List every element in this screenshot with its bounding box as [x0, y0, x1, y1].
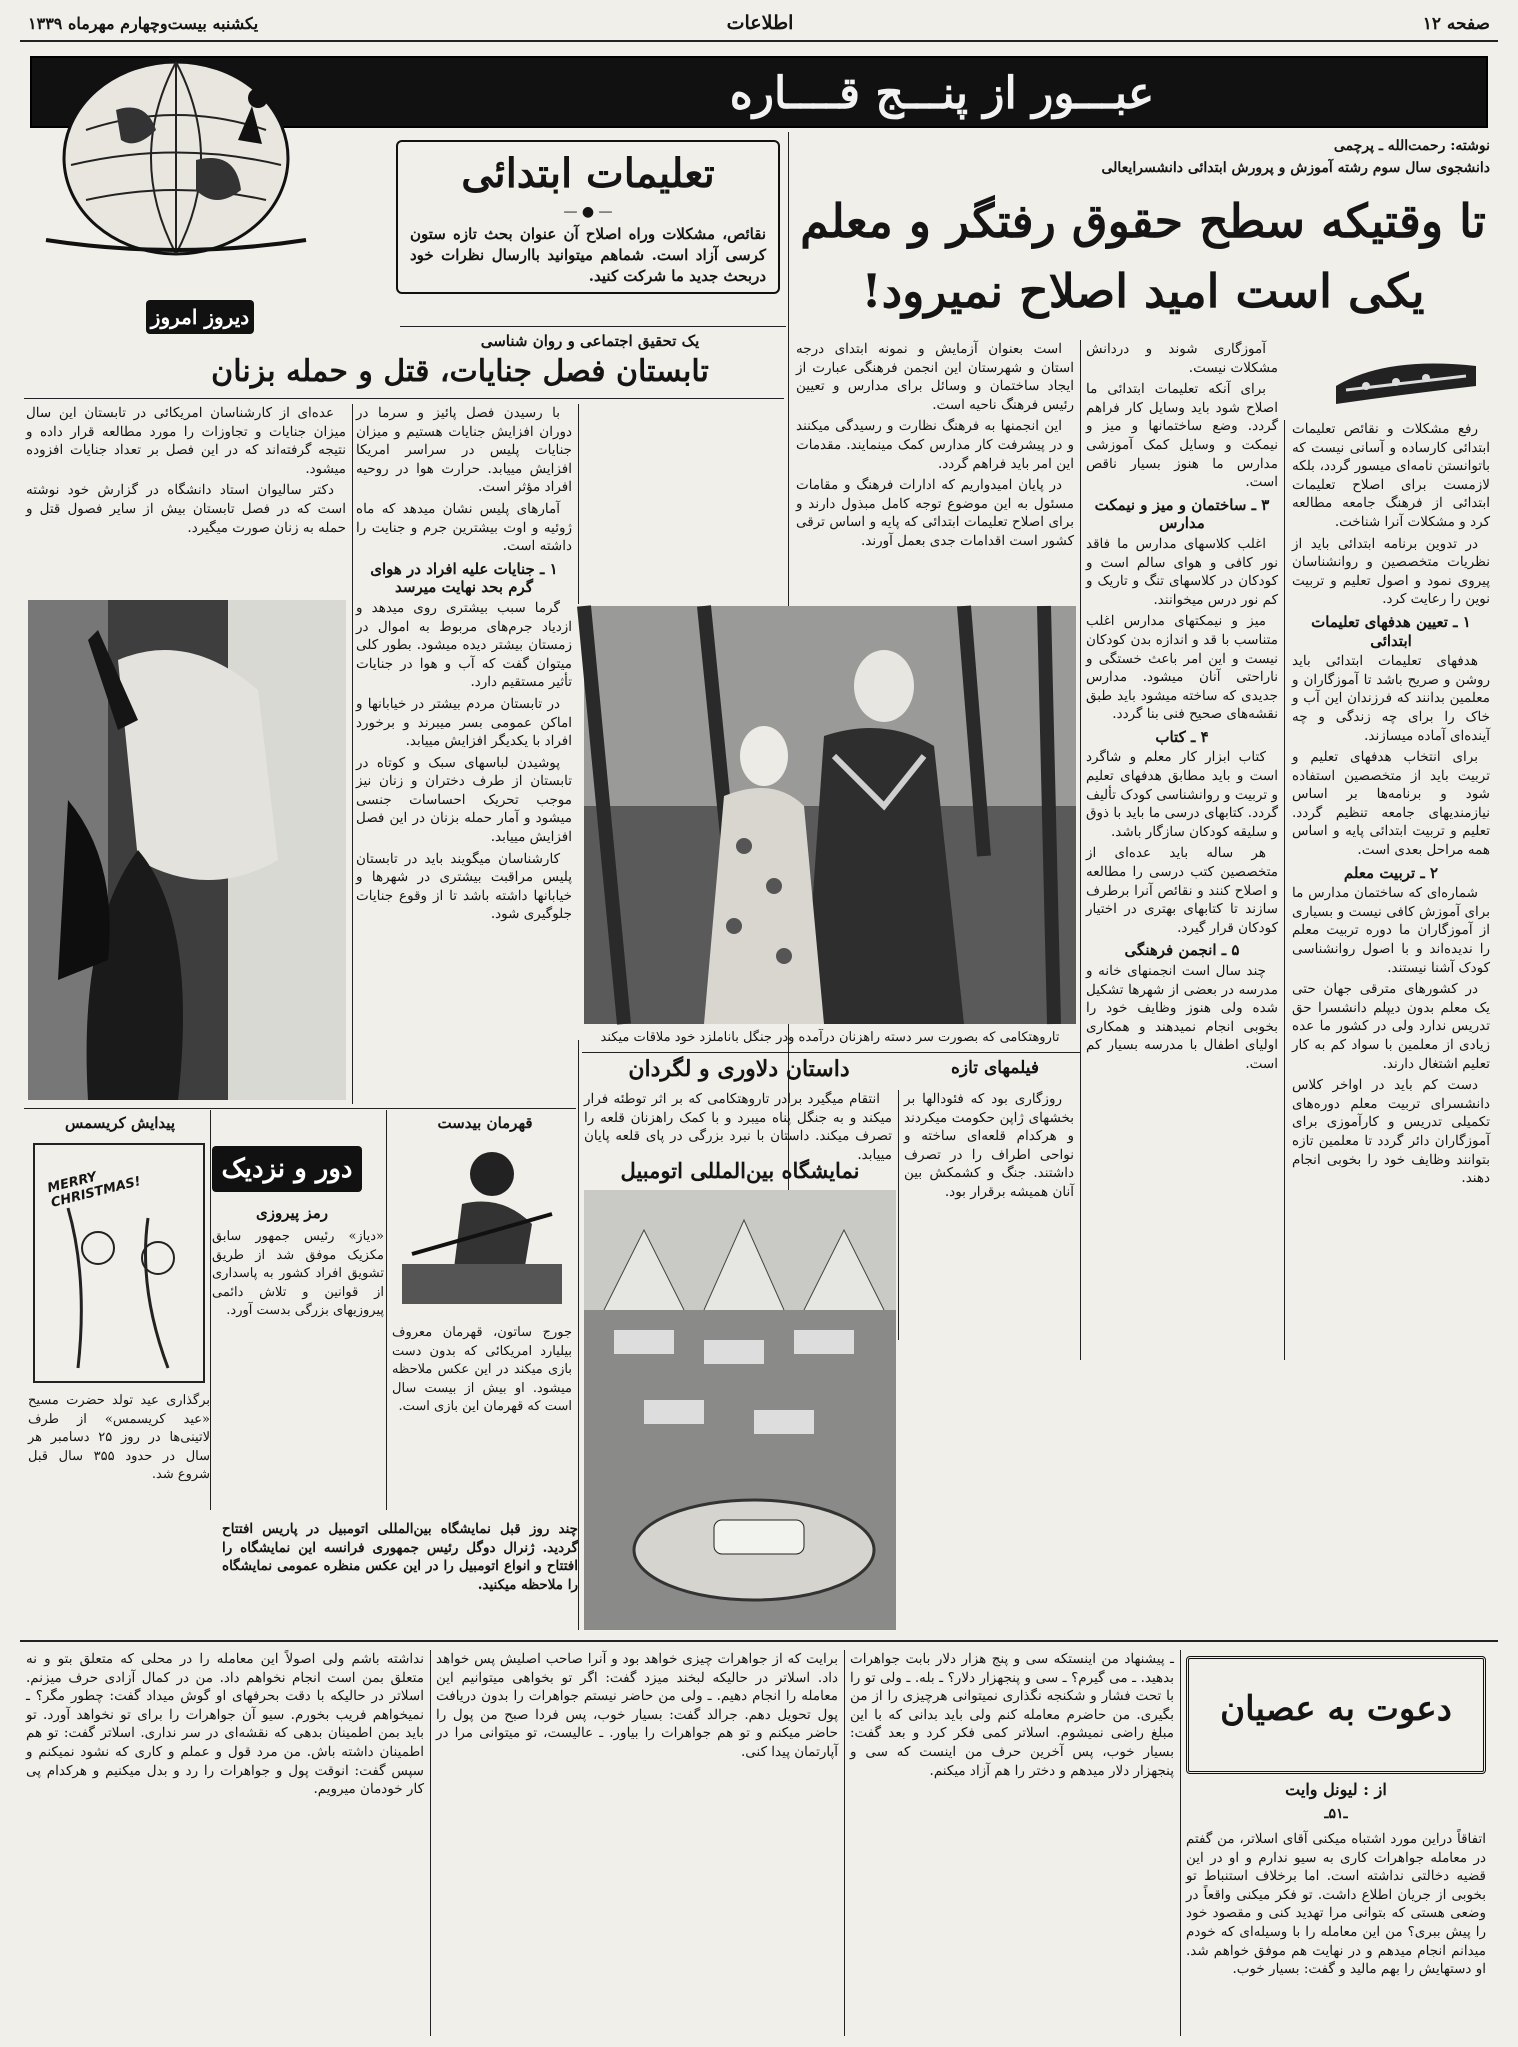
xmas-illustration — [28, 1138, 210, 1388]
durunazdik-label: دور و نزدیک — [212, 1146, 362, 1192]
globe-illustration — [26, 40, 326, 272]
rule — [430, 1650, 431, 2036]
films-label: فیلمهای تازه — [951, 1058, 1039, 1078]
films-column-2 — [584, 1090, 892, 1163]
auto-caption: چند روز قبل نمایشگاه بین‌المللی اتومبیل در پاریس افتتاح گردید. ژنرال دوگل رئیس جمهوری فرانسه این نمایشگاه را افتتاح و انواع اتومبیل را در این عکس منظره عمومی نمایشگاه را ملاحظه میکنید. — [222, 1521, 578, 1593]
films-column-1 — [904, 1090, 1074, 1340]
edu-intro: نقائص، مشکلات وراه اصلاح آن عنوان بحث تازه ستون کرسی آزاد است. شماهم میتوانید باارسال نظرات خود دربحث جدید ما شرکت کنید. — [410, 225, 766, 285]
paragraph: شماره‌ای که ساختمان مدارس ما برای آموزش کافی نیست و بسیاری از آموزگاران ما دوره تربیت معلم را ندیده‌اند و با اصول روانشناسی کودک آشنا نیستند. — [1292, 885, 1490, 976]
paragraph: میز و نیمکتهای مدارس اغلب متناسب با قد و اندازه بدن کودکان نیست و این امر باعث خستگی و ناراحتی آنان میشود. مدارس جدیدی که ساخته میشود باید طبق نقشه‌های صحیح فنی بنا گردد. — [1086, 613, 1278, 723]
paragraph: این انجمنها به فرهنگ نظارت و رسیدگی میکنند و در پیشرفت کار مدارس کمک مینمایند. مقدمات این امر باید فراهم گردد. — [796, 418, 1074, 472]
film-photo-caption: تاروهتکامی که بصورت سر دسته راهزنان درآمده ودر جنگل باناملزد خود ملاقات میکند — [600, 1030, 1060, 1045]
paragraph: در تدوین برنامه ابتدائی باید از نظریات متخصصین و روانشناسان پیروی نمود و اصول تعلیم و تربیت نوین را رعایت کرد. — [1292, 535, 1490, 608]
paragraph: روزگاری بود که فئودالها بر بخشهای ژاپن حکومت میکردند و هرکدام قلعه‌ای ساخته و نواحی اطراف را در تصرف داشتند. جنگ و کشمکش بین آنان همیشه برقرار بود. — [904, 1091, 1074, 1200]
paragraph: اغلب کلاسهای مدارس ما فاقد نور کافی و هوای سالم است و کودکان در کلاسهای تنگ و تاریک و کم نور درس میخوانند. — [1086, 535, 1278, 608]
edu-section-title: تعلیمات ابتدائی — [461, 150, 715, 197]
film-photo — [584, 606, 1076, 1024]
paragraph: پوشیدن لباسهای سبک و کوتاه در تابستان از طرف دختران و زنان نیز موجب تحریک احساسات جنسی میشود و آمار حمله بزنان در این فصل افزایش مییابد. — [356, 754, 572, 846]
xmas-text: برگذاری عید تولد حضرت مسیح «عید کریسمس» از طرف لاتینی‌ها در روز ۲۵ دسامبر هر سال در حدود ۳۵۵ سال قبل شروع شد. — [28, 1393, 210, 1483]
hero-illustration — [392, 1134, 572, 1318]
edu-column-3 — [796, 340, 1074, 598]
rule — [1180, 1650, 1181, 2036]
paper-name: اطلاعات — [726, 12, 794, 34]
hero-heading: قهرمان بیدست — [437, 1114, 533, 1132]
rule — [352, 404, 353, 1104]
edu-headline: تا وقتیکه سطح حقوق رفتگر و معلم یکی است امید اصلاح نمیرود! — [800, 194, 1486, 318]
edu-author-role: دانشجوی سال سوم رشته آموزش و پرورش ابتدائی دانشسرایعالی — [1101, 160, 1490, 176]
xmas-card-text: MERRY CHRISTMAS! — [46, 1169, 143, 1211]
paragraph: در کشورهای مترقی جهان حتی یک معلم بدون دیپلم دانشسرا حق تدریس ندارد ولی در کشور ما عده زیادی از معلمین با سواد کم به کار تعلیم اشتغال دارند. — [1292, 981, 1490, 1072]
subheading: ۵ ـ انجمن فرهنگی — [1124, 941, 1240, 960]
paragraph: برای انتخاب هدفهای تعلیم و تربیت باید از متخصصین استفاده شود و برنامه‌ها بر اساس نیازمندیهای جامعه تنظیم گردد. تعلیم و تربیت ابتدائی پایه و اساس همه مراحل بعدی است. — [1292, 749, 1490, 859]
subheading: ۳ ـ ساختمان و میز و نیمکت مدارس — [1094, 495, 1270, 533]
rule — [24, 1108, 576, 1109]
serial-author: از : لیونل وایت — [1285, 1780, 1387, 1799]
subheading: ۲ ـ تربیت معلم — [1343, 863, 1439, 882]
paragraph: کتاب ابزار کار معلم و شاگرد است و باید مطابق هدفهای تعلیم و تربیت و روانشناسی کودک تألیف گردد. کتابهای درسی ما باید با ذوق و سلیقه کودکان سازگار باشد. — [1086, 749, 1278, 840]
paragraph: هر ساله باید عده‌ای از متخصصین کتب درسی را مطالعه و اصلاح کنند و نقائص آنرا برطرف سازند تا کتابهای بهتری در اختیار کودکان قرار گیرد. — [1086, 845, 1278, 936]
pirozi-heading: رمز پیروزی — [256, 1204, 328, 1222]
paragraph: در تابستان مردم بیشتر در خیابانها و اماکن عمومی بسر میبرند و برخورد افراد با یکدیگر افزایش مییابد. — [356, 695, 572, 750]
diruz-subtitle: یک تحقیق اجتماعی و روان شناسی — [480, 332, 700, 350]
serial-episode: ـ۵۱ـ — [1324, 1806, 1348, 1822]
serial-column-2: ـ پیشنهاد من اینستکه سی و پنج هزار دلار بابت جواهرات بدهید. ـ می گیرم؟ ـ سی و پنجهزار دلار؟ ـ بله. ـ ولی تو را با تحت فشار و شکنجه نگذاری نمیتوانی هرچیزی را از من بگیری. من حاضرم معامله کنم ولی باید بدانی که با این مبلغ راضی نمیشوم. اسلاتر کمی فکر کرد و بعد گفت: بسیار خوب، پس آخرین حرف من اینست که سی و پنجهزار دلار میدهم و دختر را هم آزاد میکنم. — [850, 1651, 1174, 1779]
pirozi-text: «دیاز» رئیس جمهور سابق مکزیک موفق شد از طریق تشویق افراد کشور به پاسداری از قوانین و تلاش دائمی پیروزیهای بزرگی بدست آورد. — [212, 1229, 384, 1319]
rule — [400, 326, 786, 327]
paragraph: با رسیدن فصل پائیز و سرما در دوران افزایش جنایات هستیم و میزان جنایات پلیس در سراسر امریکا افزایش مییابد. حرارت هوا در روحیه افراد مؤثر است. — [356, 405, 572, 496]
subheading: ۱ ـ تعیین هدفهای تعلیمات ابتدائی — [1311, 612, 1471, 650]
page-number: صفحه ۱۲ — [1422, 14, 1490, 34]
auto-photo — [584, 1190, 896, 1630]
masthead — [20, 12, 1498, 40]
serial-title: دعوت به عصیان — [1220, 1689, 1452, 1729]
paragraph: آموزگاری شوند و دردانش مشکلات نیست. — [1086, 341, 1278, 376]
diruz-title: تابستان فصل جنایات، قتل و حمله بزنان — [211, 354, 709, 389]
rule — [578, 404, 579, 604]
paragraph: رفع مشکلات و نقائص تعلیمات ابتدائی کارساده و آسانی نیست که باتوانستن نامه‌ای میسور گردد، بلکه لازمست برای اصلاح تعلیمات ابتدائی از فرهنگ جامعه مطالعه کرد و مشکلات آنرا شناخت. — [1292, 421, 1490, 530]
issue-date: یکشنبه بیست‌وچهارم مهرماه ۱۳۳۹ — [28, 14, 259, 33]
rule — [898, 1090, 899, 1340]
films-title: داستان دلاوری و لگردان — [628, 1056, 850, 1082]
diruz-label: دیروز امروز — [146, 300, 254, 334]
paragraph: گرما سبب بیشتری روی میدهد و ازدیاد جرم‌های مربوط به اموال در زمستان بیشتر دیده میشود. بطور کلی میتوان گفت که آب و هوا در جنایات تأثیر مستقیم دارد. — [356, 599, 572, 691]
paragraph: چند سال است انجمنهای خانه و مدرسه در بعضی از شهرها تشکیل شده ولی هنوز وظایف خود را بخوبی انجام نمیدهند و همکاری اولیای اطفال با مدرسه بسیار کم است. — [1086, 963, 1278, 1072]
banner-title: عبـــور از پنـــج قــــاره — [729, 68, 1155, 119]
edu-section-box — [396, 140, 780, 294]
rule — [386, 1110, 387, 1510]
edu-divider-ornament: — ● — — [563, 204, 613, 220]
paragraph: است بعنوان آزمایش و نمونه ابتدای درجه استان و شهرستان این انجمن فرهنگی عبارت از ایجاد ساختمان و وسائل برای مدارس و تعیین رئیس فرهنگ ناحیه است. — [796, 341, 1074, 413]
paragraph: انتقام میگیرد برادر تاروهتکامی که بر اثر توطئه فرار میکند و به جنگل پناه میبرد و با کمک راهزنان قلعه را تصرف میکند. داستان با نبرد بزرگی در پای قلعه پایان مییابد. — [584, 1091, 892, 1163]
rule — [24, 398, 784, 399]
xmas-heading: پیدایش کریسمس — [64, 1114, 176, 1132]
rule — [210, 1110, 211, 1510]
paragraph: برای آنکه تعلیمات ابتدائی ما اصلاح شود باید وسایل کار فراهم گردد. وضع ساختمانها و میز و نیمکت و وسایل کمک آموزشی مدارس ما هنوز بسیار ناقص است. — [1086, 381, 1278, 491]
subheading: ۴ ـ کتاب — [1155, 727, 1209, 746]
paragraph: آمارهای پلیس نشان میدهد که ماه ژوئیه و اوت بیشترین جرم و جنایت را داشته است. — [356, 500, 572, 555]
diruz-photo — [28, 600, 346, 1100]
serial-column-1: اتفاقاً دراین مورد اشتباه میکنی آقای اسلاتر، من گفتم در معامله جواهرات کاری به سیو ندارم و او در این قضیه دخالتی نداشته است. اما برخلاف استنباط تو بخوبی از جریان اطلاع داشت. تو فکر میکنی واقعاً در وضعی هستی که بتوانی مرا تهدید کنی و مقصود خود را پیش ببری؟ من این معامله را با وسیله‌ای که خودم میدانم انجام میدهم و در نهایت هم موفق خواهم شد. او دستهایش را بهم مالید و گفت: بسیار خوب. — [1186, 1831, 1486, 1978]
edu-column-2 — [1086, 340, 1278, 1360]
serial-top-rule — [20, 1640, 1498, 1642]
pen-illustration — [1326, 346, 1486, 416]
paragraph: در پایان امیدواریم که ادارات فرهنگ و مقامات مسئول به این موضوع توجه کامل مبذول دارند و برای اصلاح تعلیمات ابتدائی که پایه و اساس ترقی کشور است اقدامات جدی بعمل آورند. — [796, 477, 1074, 549]
serial-column-3: برایت که از جواهرات چیزی خواهد بود و آنرا صاحب اصلیش پس خواهد داد. اسلاتر در حالیکه لبخند میزد گفت: اگر تو بخواهی میتوانیم این معامله را انجام دهیم. ـ ولی من حاضر نیستم جواهرات را بدون دریافت پول تحویل دهم. جرالد گفت: بسیار خوب، پس فردا صبح من پول را حاضر میکنم و تو هم جواهرات را بیاور. ـ عالیست، تو میتوانی مرا در آپارتمان پیدا کنی. — [436, 1651, 838, 1760]
paragraph: هدفهای تعلیمات ابتدائی باید روشن و صریح باشد تا آموزگاران و معلمین بدانند که فرزندان این آب و خاک را برای چه زندگی و چه آینده‌ای آماده میسازند. — [1292, 653, 1490, 744]
paragraph: عده‌ای از کارشناسان امریکائی در تابستان این سال میزان جنایات و تجاوزات را مورد مطالعه قرار داده و نتیجه گرفته‌اند که در این فصل بر تعداد جنایات افزوده میشود. — [26, 405, 346, 477]
edu-author: نوشته: رحمت‌الله ـ پرچمی — [1333, 138, 1490, 154]
paragraph: دست کم باید در اواخر کلاس دانشسرای تربیت معلم دوره‌های تکمیلی تدریس و کارآموزی برای آموزگاران دائر گردد تا معلمین تازه بتوانند وظایف خود را بخوبی انجام دهند. — [1292, 1077, 1490, 1187]
diruz-column-1 — [26, 404, 346, 592]
rule — [1284, 420, 1285, 1360]
rule — [582, 1052, 1080, 1053]
edu-column-1 — [1292, 420, 1490, 1360]
serial-title-box — [1186, 1656, 1486, 1774]
diruz-column-2 — [356, 404, 572, 1164]
serial-column-4: نداشته باشم ولی اصولاً این معامله را در محلی که متعلق بتو و نه متعلق بمن است انجام نخواهم داد. من در کمال آزادی حرف میزنم. اسلاتر در حالیکه با دقت بحرفهای او گوش میداد گفت: چطور مگر؟ ـ نمیخواهم فریب بخورم. سیو آن جواهرات را برای تو نخواهد آورد. تو باید بمن اطمینان بدهی که نقشه‌ای در سر نداری. اسلاتر گفت: تو هم اطمینان داشته باش. من مرد قول و عملم و کاری که نشود نمیکنم و سپس گفت: انوقت پول و جواهرات را رد و بدل میکنیم و هرکدام پی کار خودمان میرویم. — [26, 1651, 424, 1798]
rule — [844, 1650, 845, 2036]
rule — [1080, 340, 1081, 1360]
rule — [578, 1040, 579, 1630]
paragraph: کارشناسان میگویند باید در تابستان پلیس مراقبت بیشتری در شهرها و خیابانها داشته باشد تا از وقوع جنایات جلوگیری شود. — [356, 850, 572, 923]
hero-text: جورج ساتون، قهرمان معروف بیلیارد امریکائی که بدون دست بازی میکند در این عکس ملاحظه میشود. او بیش از بیست سال است که قهرمان این بازی است. — [392, 1325, 572, 1415]
paragraph: دکتر سالیوان استاد دانشگاه در گزارش خود نوشته است که در فصل تابستان بیش از سایر فصول قتل و حمله به زنان صورت میگیرد. — [26, 482, 346, 536]
auto-title: نمایشگاه بین‌المللی اتومبیل — [620, 1158, 860, 1183]
subheading: ۱ ـ جنایات علیه افراد در هوای گرم بحد نهایت میرسد — [370, 559, 558, 597]
